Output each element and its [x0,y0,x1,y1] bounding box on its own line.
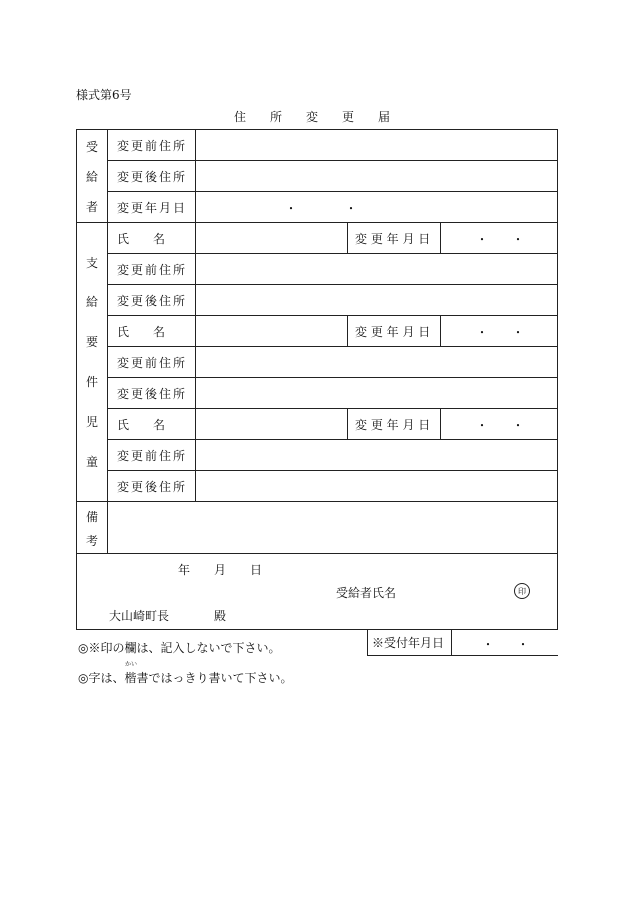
honorific: 殿 [214,609,227,623]
date-separator: ・ [346,204,356,215]
child2-change-date-field[interactable] [441,316,557,346]
child3-after-address-field[interactable] [196,471,557,501]
child2-name-label: 氏 名 [117,324,166,339]
date-separator: ・ [477,235,487,246]
child1-after-address-field[interactable] [196,285,557,315]
date-separator: ・ [513,421,523,432]
date-separator: ・ [286,204,296,215]
recipient-change-date-field[interactable] [196,192,557,222]
ruby-annotation: かい [125,661,138,668]
child3-after-address-label: 変更後住所 [117,479,188,494]
child2-change-date-label: 変 更 年 月 日 [355,324,431,339]
addressee: 大山崎町長 [109,609,170,623]
child3-name-field[interactable] [196,409,347,439]
child2-name-field[interactable] [196,316,347,346]
recipient-change-date-label: 変更年月日 [117,200,188,215]
note-2: ◎字は、楷書ではっきり書いて下さい。 [78,671,293,685]
child2-before-address-field[interactable] [196,347,557,377]
date-separator: ・ [483,640,493,651]
form-number: 様式第6号 [76,88,132,102]
date-separator: ・ [513,235,523,246]
child3-before-address-label: 変更前住所 [117,448,188,463]
child3-change-date-field[interactable] [441,409,557,439]
recipient-label-1: 受 [85,140,98,154]
recipient-label-2: 給 [85,170,98,184]
children-label-5: 児 [85,415,98,429]
applicant-name-label: 受給者氏名 [336,586,397,600]
receipt-date-label: ※受付年月日 [372,636,445,650]
child2-after-address-label: 変更後住所 [117,386,188,401]
child1-before-address-field[interactable] [196,254,557,284]
child1-name-label: 氏 名 [117,231,166,246]
child3-change-date-label: 変 更 年 月 日 [355,417,431,432]
child2-before-address-label: 変更前住所 [117,355,188,370]
children-label-6: 童 [85,455,98,469]
child1-after-address-label: 変更後住所 [117,293,188,308]
child1-change-date-field[interactable] [441,223,557,253]
child1-name-field[interactable] [196,223,347,253]
remarks-label-1: 備 [85,510,98,524]
child2-after-address-field[interactable] [196,378,557,408]
recipient-label-3: 者 [85,200,98,214]
seal-mark: 印 [514,583,530,599]
submission-date: 年 月 日 [178,563,263,577]
child3-before-address-field[interactable] [196,440,557,470]
note-1: ◎※印の欄は、記入しないで下さい。 [78,641,281,655]
form-title: 住 所 変 更 届 [233,110,396,124]
date-separator: ・ [477,421,487,432]
recipient-after-address-field[interactable] [196,161,557,191]
children-label-2: 給 [85,295,98,309]
children-label-1: 支 [85,256,98,270]
children-label-4: 件 [85,375,98,389]
recipient-before-address-label: 変更前住所 [117,138,188,153]
remarks-field[interactable] [108,502,557,553]
remarks-label-2: 考 [85,534,98,548]
date-separator: ・ [477,328,487,339]
child3-name-label: 氏 名 [117,417,166,432]
child1-change-date-label: 変 更 年 月 日 [355,231,431,246]
date-separator: ・ [513,328,523,339]
child1-before-address-label: 変更前住所 [117,262,188,277]
receipt-date-field[interactable] [452,630,557,655]
recipient-before-address-field[interactable] [196,130,557,160]
date-separator: ・ [518,640,528,651]
children-label-3: 要 [85,335,98,349]
recipient-after-address-label: 変更後住所 [117,169,188,184]
